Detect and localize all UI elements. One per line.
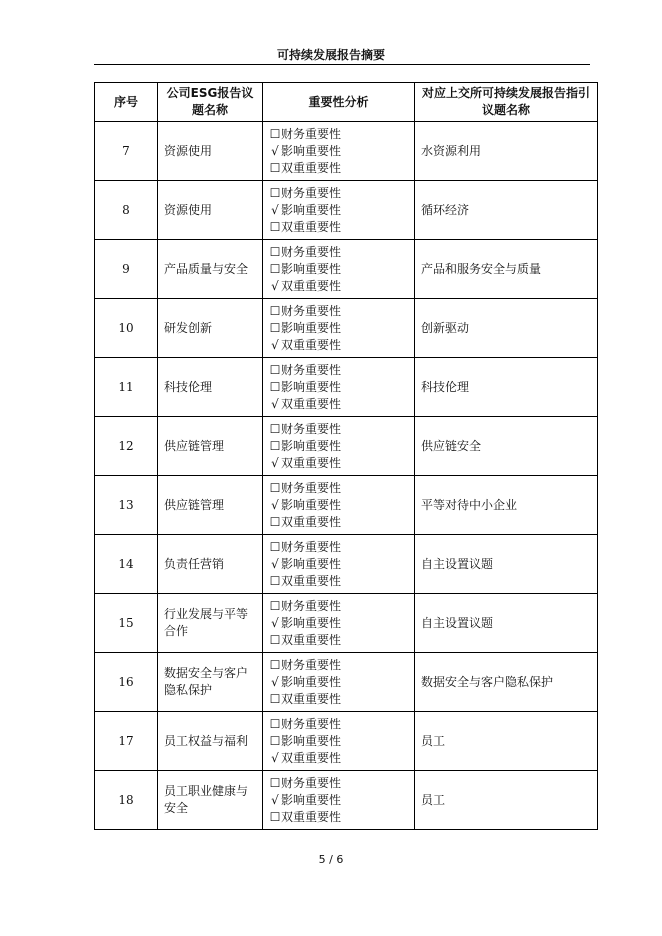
materiality-option xyxy=(269,733,408,750)
materiality-options xyxy=(263,771,415,830)
materiality-option xyxy=(269,775,408,792)
table-row xyxy=(95,535,598,594)
checkbox-icon: ☐ xyxy=(269,573,281,588)
sse-topic-name: 员工 xyxy=(415,712,598,771)
materiality-option-label: 财务重要性 xyxy=(281,362,342,377)
materiality-option-label: 影响重要性 xyxy=(281,202,342,217)
materiality-option-label: 双重重要性 xyxy=(281,455,342,470)
materiality-option-label: 财务重要性 xyxy=(281,539,342,554)
checkbox-icon: ☐ xyxy=(269,438,281,453)
esg-topic-name: 供应链管理 xyxy=(158,417,263,476)
materiality-option-label: 财务重要性 xyxy=(281,598,342,613)
materiality-option-label: 影响重要性 xyxy=(281,143,342,158)
materiality-option-label: 影响重要性 xyxy=(281,556,342,571)
row-number: 17 xyxy=(95,712,158,771)
checkmark-icon: √ xyxy=(271,143,279,158)
checkmark-icon: √ xyxy=(271,396,279,411)
sse-topic-name: 数据安全与客户隐私保护 xyxy=(415,653,598,712)
materiality-option xyxy=(269,320,408,337)
materiality-option-label: 财务重要性 xyxy=(281,185,342,200)
checkmark-icon: √ xyxy=(271,674,279,689)
materiality-options xyxy=(263,181,415,240)
materiality-option-label: 双重重要性 xyxy=(281,514,342,529)
checkbox-icon: ☐ xyxy=(269,219,281,234)
materiality-option xyxy=(269,573,408,590)
materiality-option-label: 双重重要性 xyxy=(281,573,342,588)
materiality-option xyxy=(269,514,408,531)
checkbox-icon: ☐ xyxy=(269,514,281,529)
checkbox-icon: ☐ xyxy=(269,261,281,276)
table-row xyxy=(95,476,598,535)
materiality-option-label: 影响重要性 xyxy=(281,615,342,630)
checkbox-icon: ☐ xyxy=(269,244,281,259)
row-number: 15 xyxy=(95,594,158,653)
row-number: 18 xyxy=(95,771,158,830)
materiality-option xyxy=(269,750,408,767)
table-row xyxy=(95,122,598,181)
materiality-table xyxy=(94,82,598,830)
esg-topic-name: 产品质量与安全 xyxy=(158,240,263,299)
materiality-option-label: 影响重要性 xyxy=(281,320,342,335)
materiality-option xyxy=(269,244,408,261)
checkbox-icon: ☐ xyxy=(269,185,281,200)
table-header-row xyxy=(95,83,598,122)
materiality-options xyxy=(263,299,415,358)
row-number: 9 xyxy=(95,240,158,299)
table-row xyxy=(95,240,598,299)
sse-topic-name: 循环经济 xyxy=(415,181,598,240)
materiality-option-label: 影响重要性 xyxy=(281,733,342,748)
page-number: 5 / 6 xyxy=(318,853,344,866)
row-number: 13 xyxy=(95,476,158,535)
checkmark-icon: √ xyxy=(271,497,279,512)
materiality-option xyxy=(269,455,408,472)
esg-topic-name: 供应链管理 xyxy=(158,476,263,535)
sse-topic-name: 自主设置议题 xyxy=(415,535,598,594)
materiality-option-label: 双重重要性 xyxy=(281,337,342,352)
materiality-option xyxy=(269,674,408,691)
materiality-option xyxy=(269,497,408,514)
materiality-options xyxy=(263,417,415,476)
materiality-option xyxy=(269,632,408,649)
checkbox-icon: ☐ xyxy=(269,691,281,706)
materiality-option xyxy=(269,303,408,320)
checkmark-icon: √ xyxy=(271,792,279,807)
table-row xyxy=(95,771,598,830)
materiality-option-label: 财务重要性 xyxy=(281,480,342,495)
sse-topic-name: 员工 xyxy=(415,771,598,830)
checkbox-icon: ☐ xyxy=(269,716,281,731)
table-row xyxy=(95,181,598,240)
materiality-option xyxy=(269,337,408,354)
row-number: 14 xyxy=(95,535,158,594)
table-row xyxy=(95,712,598,771)
sse-topic-name: 自主设置议题 xyxy=(415,594,598,653)
materiality-option xyxy=(269,362,408,379)
checkbox-icon: ☐ xyxy=(269,809,281,824)
table-row xyxy=(95,299,598,358)
table-row xyxy=(95,358,598,417)
checkbox-icon: ☐ xyxy=(269,733,281,748)
materiality-option-label: 双重重要性 xyxy=(281,809,342,824)
materiality-option xyxy=(269,278,408,295)
materiality-options xyxy=(263,358,415,417)
materiality-option xyxy=(269,185,408,202)
column-header-topic: 公司ESG报告议题名称 xyxy=(158,83,263,122)
materiality-option-label: 双重重要性 xyxy=(281,219,342,234)
materiality-option xyxy=(269,716,408,733)
materiality-option-label: 财务重要性 xyxy=(281,657,342,672)
materiality-option-label: 双重重要性 xyxy=(281,160,342,175)
materiality-option-label: 财务重要性 xyxy=(281,244,342,259)
sse-topic-name: 供应链安全 xyxy=(415,417,598,476)
materiality-option xyxy=(269,615,408,632)
checkbox-icon: ☐ xyxy=(269,362,281,377)
materiality-option xyxy=(269,598,408,615)
column-header-no: 序号 xyxy=(95,83,158,122)
row-number: 16 xyxy=(95,653,158,712)
row-number: 7 xyxy=(95,122,158,181)
esg-topic-name: 科技伦理 xyxy=(158,358,263,417)
materiality-option-label: 财务重要性 xyxy=(281,303,342,318)
materiality-options xyxy=(263,535,415,594)
checkbox-icon: ☐ xyxy=(269,632,281,647)
esg-topic-name: 负责任营销 xyxy=(158,535,263,594)
checkmark-icon: √ xyxy=(271,278,279,293)
sse-topic-name: 创新驱动 xyxy=(415,299,598,358)
esg-topic-name: 员工权益与福利 xyxy=(158,712,263,771)
row-number: 12 xyxy=(95,417,158,476)
materiality-option xyxy=(269,657,408,674)
esg-topic-name: 员工职业健康与安全 xyxy=(158,771,263,830)
page-header: 可持续发展报告摘要 xyxy=(276,48,385,62)
materiality-option xyxy=(269,160,408,177)
row-number: 8 xyxy=(95,181,158,240)
checkbox-icon: ☐ xyxy=(269,126,281,141)
column-header-sse-topic: 对应上交所可持续发展报告指引议题名称 xyxy=(415,83,598,122)
materiality-option-label: 双重重要性 xyxy=(281,691,342,706)
materiality-option xyxy=(269,480,408,497)
materiality-option xyxy=(269,261,408,278)
materiality-option xyxy=(269,691,408,708)
materiality-option-label: 影响重要性 xyxy=(281,674,342,689)
checkbox-icon: ☐ xyxy=(269,320,281,335)
table-row xyxy=(95,417,598,476)
checkmark-icon: √ xyxy=(271,455,279,470)
esg-topic-name: 行业发展与平等合作 xyxy=(158,594,263,653)
materiality-option-label: 影响重要性 xyxy=(281,497,342,512)
checkbox-icon: ☐ xyxy=(269,539,281,554)
materiality-option xyxy=(269,202,408,219)
sse-topic-name: 产品和服务安全与质量 xyxy=(415,240,598,299)
sse-topic-name: 水资源利用 xyxy=(415,122,598,181)
checkbox-icon: ☐ xyxy=(269,480,281,495)
materiality-options xyxy=(263,122,415,181)
materiality-option-label: 双重重要性 xyxy=(281,278,342,293)
materiality-option-label: 双重重要性 xyxy=(281,750,342,765)
checkbox-icon: ☐ xyxy=(269,379,281,394)
checkmark-icon: √ xyxy=(271,202,279,217)
row-number: 10 xyxy=(95,299,158,358)
materiality-option-label: 双重重要性 xyxy=(281,396,342,411)
materiality-option xyxy=(269,396,408,413)
materiality-options xyxy=(263,594,415,653)
sse-topic-name: 平等对待中小企业 xyxy=(415,476,598,535)
checkmark-icon: √ xyxy=(271,615,279,630)
materiality-option-label: 财务重要性 xyxy=(281,126,342,141)
materiality-option xyxy=(269,556,408,573)
esg-topic-name: 数据安全与客户隐私保护 xyxy=(158,653,263,712)
checkmark-icon: √ xyxy=(271,337,279,352)
column-header-materiality: 重要性分析 xyxy=(263,83,415,122)
materiality-option xyxy=(269,539,408,556)
materiality-option-label: 影响重要性 xyxy=(281,261,342,276)
esg-topic-name: 资源使用 xyxy=(158,122,263,181)
esg-topic-name: 资源使用 xyxy=(158,181,263,240)
esg-topic-name: 研发创新 xyxy=(158,299,263,358)
materiality-option xyxy=(269,792,408,809)
checkbox-icon: ☐ xyxy=(269,421,281,436)
checkbox-icon: ☐ xyxy=(269,657,281,672)
checkmark-icon: √ xyxy=(271,750,279,765)
checkbox-icon: ☐ xyxy=(269,160,281,175)
materiality-option xyxy=(269,421,408,438)
materiality-option-label: 财务重要性 xyxy=(281,421,342,436)
materiality-options xyxy=(263,712,415,771)
header-divider xyxy=(94,64,590,65)
materiality-option xyxy=(269,219,408,236)
checkbox-icon: ☐ xyxy=(269,598,281,613)
materiality-option xyxy=(269,809,408,826)
checkbox-icon: ☐ xyxy=(269,303,281,318)
materiality-option xyxy=(269,438,408,455)
sse-topic-name: 科技伦理 xyxy=(415,358,598,417)
materiality-option-label: 影响重要性 xyxy=(281,379,342,394)
checkmark-icon: √ xyxy=(271,556,279,571)
checkbox-icon: ☐ xyxy=(269,775,281,790)
materiality-option-label: 影响重要性 xyxy=(281,792,342,807)
row-number: 11 xyxy=(95,358,158,417)
materiality-option-label: 财务重要性 xyxy=(281,716,342,731)
materiality-option-label: 财务重要性 xyxy=(281,775,342,790)
table-row xyxy=(95,653,598,712)
materiality-option xyxy=(269,126,408,143)
materiality-option xyxy=(269,143,408,160)
table-row xyxy=(95,594,598,653)
materiality-options xyxy=(263,240,415,299)
materiality-option-label: 影响重要性 xyxy=(281,438,342,453)
materiality-options xyxy=(263,476,415,535)
materiality-option-label: 双重重要性 xyxy=(281,632,342,647)
materiality-options xyxy=(263,653,415,712)
materiality-option xyxy=(269,379,408,396)
